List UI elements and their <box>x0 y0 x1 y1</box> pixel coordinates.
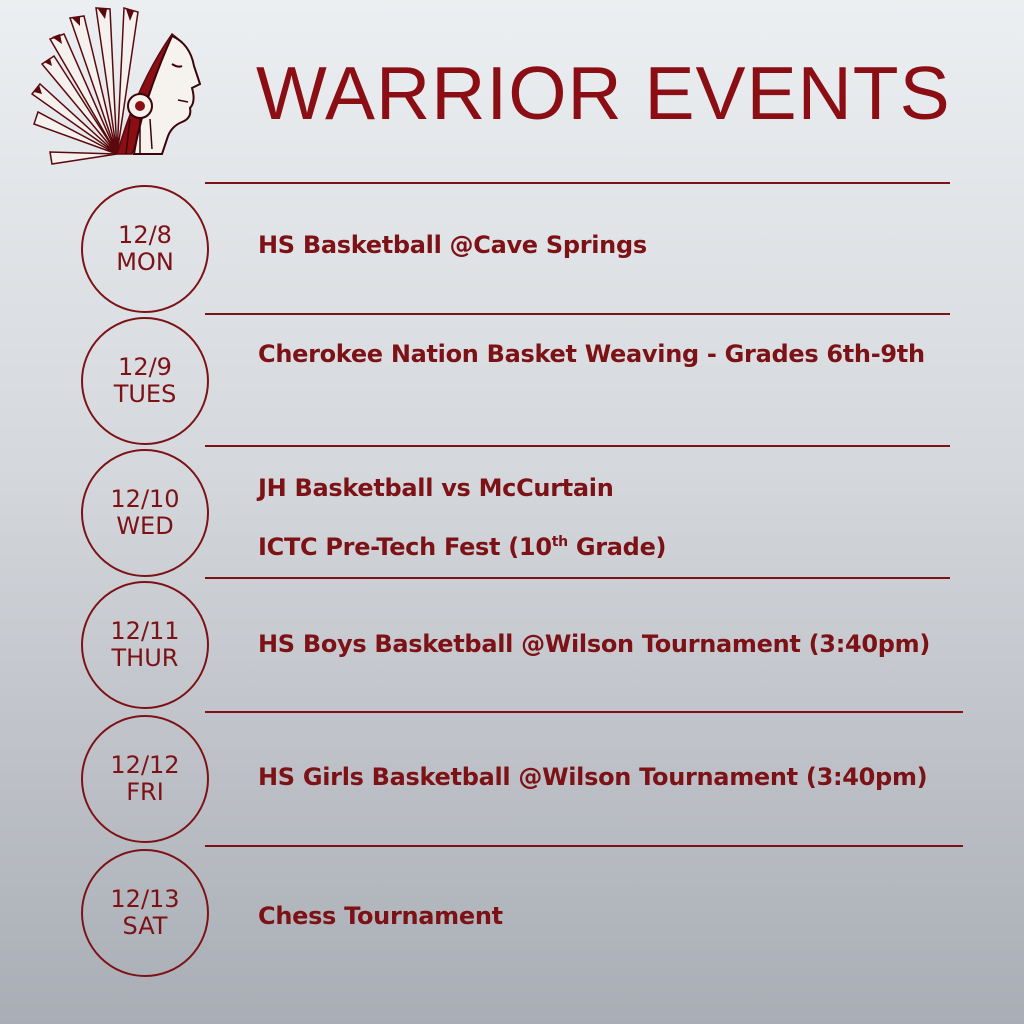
divider <box>205 445 950 447</box>
divider <box>205 182 950 184</box>
date-circle <box>81 185 209 313</box>
event-text: HS Girls Basketball @Wilson Tournament (3:40pm) <box>258 763 928 791</box>
divider <box>205 313 950 315</box>
date-label: 12/10 <box>110 485 180 513</box>
warrior-headdress-logo <box>22 4 212 179</box>
divider <box>205 577 950 579</box>
weekday-label: WED <box>116 512 174 540</box>
divider <box>205 711 963 713</box>
date-circle <box>81 317 209 445</box>
date-label: 12/8 <box>118 221 172 249</box>
event-text: ICTC Pre-Tech Fest (10th Grade) <box>258 533 667 561</box>
date-circle <box>81 849 209 977</box>
date-circle <box>81 715 209 843</box>
weekday-label: THUR <box>111 644 179 672</box>
event-text: JH Basketball vs McCurtain <box>258 474 614 502</box>
page-title: WARRIOR EVENTS <box>256 51 951 135</box>
weekday-label: TUES <box>113 380 177 408</box>
weekday-label: SAT <box>122 912 168 940</box>
event-text: HS Boys Basketball @Wilson Tournament (3:40pm) <box>258 630 931 658</box>
date-circle <box>81 581 209 709</box>
date-label: 12/9 <box>118 353 172 381</box>
divider <box>205 845 963 847</box>
event-text: Chess Tournament <box>258 902 503 930</box>
weekday-label: FRI <box>126 778 164 806</box>
event-text: Cherokee Nation Basket Weaving - Grades 6th-9th <box>258 340 925 368</box>
date-circle <box>81 449 209 577</box>
date-label: 12/12 <box>110 751 180 779</box>
date-label: 12/11 <box>110 617 180 645</box>
date-label: 12/13 <box>110 885 180 913</box>
weekday-label: MON <box>116 248 174 276</box>
event-text: HS Basketball @Cave Springs <box>258 231 647 259</box>
